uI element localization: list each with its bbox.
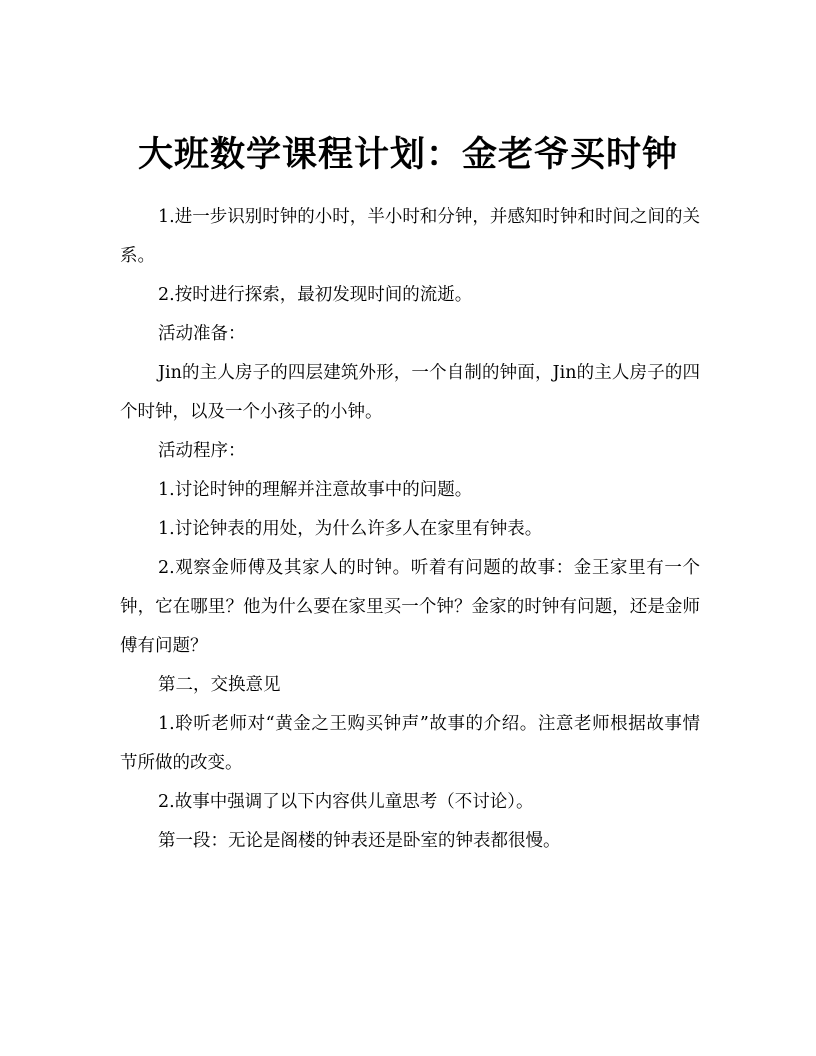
- story-segment-1: 第一段：无论是阁楼的钟表还是卧室的钟表都很慢。: [158, 831, 561, 851]
- section-heading-exchange: 第二，交换意见: [158, 675, 281, 695]
- section-heading-preparation: 活动准备：: [158, 324, 246, 344]
- exchange-item: 1.聆听老师对“黄金之王购买钟声”故事的介绍。注意老师根据故事情节所做的改变。: [120, 714, 700, 773]
- section-heading-procedure: 活动程序：: [158, 441, 246, 461]
- objective-1: 1.进一步识别时钟的小时，半小时和分钟，并感知时钟和时间之间的关系。: [120, 207, 700, 266]
- procedure-item: 1.讨论钟表的用处，为什么许多人在家里有钟表。: [158, 519, 543, 539]
- document-title: 大班数学课程计划：金老爷买时钟: [137, 134, 678, 176]
- procedure-item: 1.讨论时钟的理解并注意故事中的问题。: [158, 480, 473, 500]
- exchange-item: 2.故事中强调了以下内容供儿童思考（不讨论）。: [158, 792, 534, 812]
- preparation-text: Jin的主人房子的四层建筑外形，一个自制的钟面，Jin的主人房子的四个时钟，以及一个小孩子的小钟。: [120, 363, 700, 422]
- procedure-item: 2.观察金师傅及其家人的时钟。听着有问题的故事：金王家里有一个钟，它在哪里？他为什么要在家里买一个钟？金家的时钟有问题，还是金师傅有问题？: [120, 558, 700, 656]
- document-body: [120, 198, 700, 861]
- objective-2: 2.按时进行探索，最初发现时间的流逝。: [158, 285, 473, 305]
